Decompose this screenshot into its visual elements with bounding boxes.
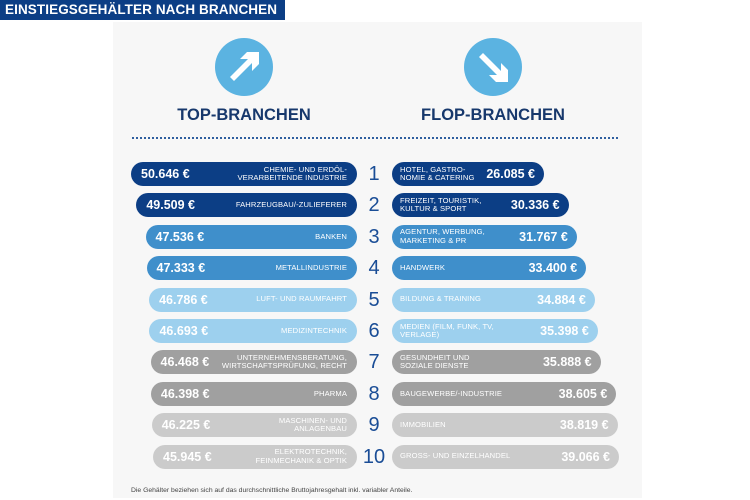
top-bar-label: LUFT- UND RAUMFAHRT xyxy=(256,294,347,304)
flop-bar-value: 26.085 € xyxy=(486,167,535,181)
flop-bar-label: MEDIEN (FILM, FUNK, TV, VERLAGE) xyxy=(400,321,494,339)
flop-bar-value: 38.605 € xyxy=(558,386,608,401)
flop-bar-value: 33.400 € xyxy=(528,261,578,276)
rank-number: 10 xyxy=(362,445,386,468)
top-column-heading: TOP-BRANCHEN xyxy=(177,106,311,124)
top-bar xyxy=(151,382,357,406)
top-bar xyxy=(151,350,357,374)
flop-bar-label: FREIZEIT, TOURISTIK, KULTUR & SPORT xyxy=(400,195,482,214)
top-bar xyxy=(146,225,357,249)
flop-bar-value: 38.819 € xyxy=(559,418,609,433)
top-bar-value: 47.333 € xyxy=(156,261,206,276)
top-bar-value: 46.786 € xyxy=(159,292,208,307)
rank-number: 1 xyxy=(368,163,380,185)
arrow-up-right-icon xyxy=(215,38,273,96)
top-bar-value: 46.225 € xyxy=(161,418,211,433)
rank-number: 9 xyxy=(368,414,380,437)
top-bar-label: MEDIZINTECHNIK xyxy=(281,325,347,335)
flop-bar xyxy=(392,413,618,437)
rank-number: 6 xyxy=(368,320,380,342)
top-bar-value: 46.693 € xyxy=(159,324,209,338)
flop-bar-value: 31.767 € xyxy=(519,229,568,244)
top-bar-label: METALLINDUSTRIE xyxy=(275,262,347,272)
flop-bar xyxy=(392,225,577,249)
rank-number: 7 xyxy=(368,351,380,374)
top-bar xyxy=(131,162,357,186)
flop-bar xyxy=(392,288,595,312)
rank-number: 3 xyxy=(368,225,380,248)
top-bar-label: UNTERNEHMENSBERATUNG, WIRTSCHAFTSPRÜFUNG, RECHT xyxy=(221,352,347,371)
divider xyxy=(132,137,618,139)
flop-column-heading: FLOP-BRANCHEN xyxy=(421,106,565,124)
flop-bar xyxy=(392,193,569,217)
top-bar-value: 46.398 € xyxy=(160,386,210,401)
top-bar xyxy=(149,288,357,312)
arrow-down-right-icon xyxy=(464,38,522,96)
flop-bar-label: GESUNDHEIT UND SOZIALE DIENSTE xyxy=(400,352,470,371)
rank-number: 5 xyxy=(368,288,380,311)
flop-bar-value: 35.398 € xyxy=(540,324,589,338)
top-bar-label: MASCHINEN- UND ANLAGENBAU xyxy=(278,415,347,434)
flop-bar-label: AGENTUR, WERBUNG, MARKETING & PR xyxy=(400,227,485,245)
top-bar-label: ELEKTROTECHNIK, FEINMECHANIK & OPTIK xyxy=(255,447,347,465)
footnote: Die Gehälter beziehen sich auf das durchschnittliche Bruttojahresgehalt inkl. variabler Anteile. xyxy=(131,487,413,494)
top-bar xyxy=(152,413,357,437)
flop-bar-label: BAUGEWERBE/-INDUSTRIE xyxy=(400,388,503,398)
flop-bar-value: 35.888 € xyxy=(542,355,592,370)
flop-bar-label: BILDUNG & TRAINING xyxy=(400,294,481,304)
flop-bar-value: 39.066 € xyxy=(561,449,610,464)
flop-bar-label: HANDWERK xyxy=(400,262,446,272)
flop-bar-label: GROSS- UND EINZELHANDEL xyxy=(400,451,511,461)
top-bar-value: 49.509 € xyxy=(146,198,195,213)
top-bar xyxy=(153,445,357,469)
flop-bar xyxy=(392,382,616,406)
top-bar-label: BANKEN xyxy=(315,231,347,241)
top-bar-label: PHARMA xyxy=(313,388,347,398)
rank-number: 2 xyxy=(368,194,380,217)
flop-bar-value: 30.336 € xyxy=(510,198,560,213)
top-bar-value: 50.646 € xyxy=(141,167,190,181)
flop-bar xyxy=(392,162,544,186)
flop-bar xyxy=(392,445,619,469)
top-bar xyxy=(136,193,357,217)
flop-bar-label: HOTEL, GASTRO- NOMIE & CATERING xyxy=(400,164,475,182)
rank-number: 8 xyxy=(368,382,380,405)
flop-bar-label: IMMOBILIEN xyxy=(400,419,446,429)
rank-number: 4 xyxy=(368,257,380,280)
top-bar-value: 46.468 € xyxy=(160,355,210,370)
top-bar-value: 47.536 € xyxy=(155,229,205,244)
flop-bar xyxy=(392,256,586,280)
top-bar xyxy=(147,256,357,280)
flop-bar xyxy=(392,319,598,343)
top-bar xyxy=(149,319,357,343)
top-bar-value: 45.945 € xyxy=(163,449,212,464)
page-title: EINSTIEGSGEHÄLTER NACH BRANCHEN xyxy=(0,0,285,20)
flop-bar-value: 34.884 € xyxy=(537,292,586,307)
flop-bar xyxy=(392,350,601,374)
top-bar-label: FAHRZEUGBAU/-ZULIEFERER xyxy=(235,200,347,210)
top-bar-label: CHEMIE- UND ERDÖL- VERARBEITENDE INDUSTRIE xyxy=(237,164,347,182)
